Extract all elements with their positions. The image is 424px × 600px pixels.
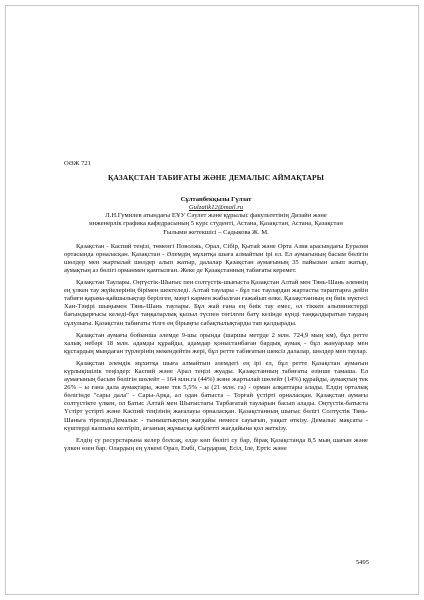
paragraph: Елдің су ресурстарына келер болсақ, елде көп бөлігі су бар, бірақ Қазақстанда 8,5 мың шағын және үлкен өзен бар. Олардың ең үлкені Орал, Ембі, Сырдария, Есіл, Іле, Ертіс және xyxy=(64,436,368,452)
page-number: 5495 xyxy=(355,559,369,566)
paragraph: Қазақстан аумағы бойынша әлемде 9-шы орында (шаршы метрде 2 млн. 724,9 мың км), бұл ретте халық небәрі 18 млн. адамды құрайды, адамдар қоныстанбаған бардық аумақ - бұл жануарлар мен құстардың мыңдаған түрлерінің мекендейтін жері, бұл ретте табиғатын шексіз далалар, шөлдер мен таулар. xyxy=(64,331,368,355)
paragraph: Қазақстан - Каспий теңізі, төменгі Поволжь, Орал, Сібір, Қытай және Орта Азия арасындағы Еуразия ортасында орналасқан. Қазақстан - Әлемдің мұхитқа шыға алмайтын ірі ел. Ел аумағының басым бөлігін шөлдер мен жартылай шөлдер алып жатыр, далалар Қазақстан аумағының 35 пайызын алып жатыр, аумақтың аз бөлігі орманмен қамтылған. Жеке де Қазақстанның табиғаты керемет. xyxy=(64,242,368,274)
udk-code: ОӘЖ 721 xyxy=(64,160,91,167)
paragraph: Қазақстан әлемдік мұхитқа шыға алмайтын әлемдегі ең ірі ел, бұл ретте Қазақстан аумағын күрлықішілік теңіздер: Каспий және Арал теңізі жуады. Қазақстанның табиғаты өзінше тамаша. Ел аумағының басым бөлігін шөлейт – 164 млн.га (44%) және жартылай шөлейт (14%) құрайды, аумақтың тек 26% – ы ғана дала аумақтары, және тек 5,5% - ы (21 млн. га) - орман алқаптары алады. Елдің орталық бөлігінде "сары дала" - Сары-Арқа, ал одан батыста – Торғай үстірті орналасқан. Қазақстан аумағы солтүстікте үлкен, ол Батыс Алтай мен Шығыстағы Тарбағатай тауларын басып алады. Оңтүстік-батыста Үстірт үстірті және Каспий теңізінің жағалауы орналасқан. Қазақстанның шығыс бөлігі Солтүстік Тянь-Шаньға тіреледі.Демалыс - тыныштықтың жағдайы немесе сауығып, уақыт өткізу. Демалыс мақсаты - күштерді калпына келтіріп, ағзаның жұмысқа қабілетті жағдайына қол жеткізу. xyxy=(64,359,368,432)
paragraph: Қазақстан Таулары. Оңтүстік-Шығыс пен солтүстік-шығыста Қазақстан Алтай мен Тянь-Шань әлемнің ең үлкен тау жүйелерінің бірімен шектеледі. Алтай таулары - бұл тас таулардан жартасты тараптарға дейін табиғи қарама-қайшылықтар берілген, мәңгі кармен жабылған ғажайып өлке. Қазақстанның ең биік нүктесі Хан-Тәңірі шыңымен Тянь-Шань таулары. Бұл жай ғана ең биік тау емес, ол тіккен альпинистерді бағындырғысы келеді-бұл таңқаларлық қызыл түспен төгілген батү кезінде күнді таңқалдыратын таудың сұлулығы. Қазақстан табиғаты тілге ең бірыңғы сабақтылықтарды тап қалдырады. xyxy=(64,279,368,327)
affiliation-line: Л.Н.Гумилев атындағы ЕҰУ Сәулет және құрылыс факультетінің Дизайн және xyxy=(105,212,327,220)
affiliation-line: инженерлік графика кафедрасының 5 курс студенті, Астана, Қазақстан, Астана, Қазақстан xyxy=(89,220,343,228)
article-title: ҚАЗАҚСТАН ТАБИҒАТЫ ЖӘНЕ ДЕМАЛЫС АЙМАҚТАРЫ xyxy=(107,173,325,183)
author-name: Сұлтанбекқызы Гүлзат xyxy=(180,196,252,204)
supervisor-line: Ғылыми жетекшісі – Садыкова Ж. М. xyxy=(163,228,269,236)
author-email: Gulzatik12@mail.ru xyxy=(188,204,244,212)
author-affiliation xyxy=(64,212,368,236)
article-body xyxy=(64,160,368,457)
